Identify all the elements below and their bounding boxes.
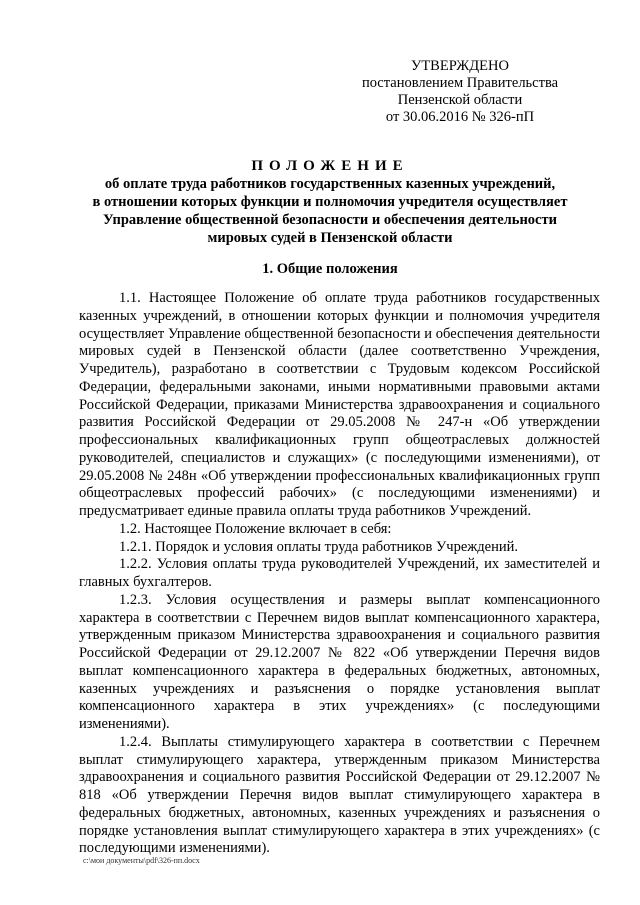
- approval-stamp: [360, 58, 560, 126]
- paragraph-1-2-2: 1.2.2. Условия оплаты труда руководителей Учреждений, их заместителей и главных бухгалтеров.: [79, 556, 600, 590]
- paragraph-1-2: 1.2. Настоящее Положение включает в себя:: [119, 520, 392, 537]
- approval-authority: постановлением Правительства: [361, 75, 559, 91]
- approval-title: УТВЕРЖДЕНО: [411, 58, 509, 74]
- paragraph-1-2-4: 1.2.4. Выплаты стимулирующего характера в соответствии с Перечнем выплат стимулирующего характера, утвержденным приказом Министерства здравоохранения и социального развития Российской Федерации от 29.12.2007 № 818 «Об утверждении Перечня видов выплат стимулирующего характера в федеральных бюджетных, автономных, казенных учреждениях и разъяснения о порядке установления выплат стимулирующего характера в этих учреждениях» (с последующими изменениями).: [79, 733, 600, 857]
- document-title-line-2: в отношении которых функции и полномочия учредителя осуществляет: [92, 194, 568, 210]
- document-title-main: ПОЛОЖЕНИЕ: [251, 158, 409, 174]
- document-title: [60, 157, 600, 247]
- footer-file-path: c:\мои документы\pdf\326-пп.docx: [83, 856, 200, 865]
- document-title-line-4: мировых судей в Пензенской области: [207, 230, 453, 246]
- approval-region: Пензенской области: [397, 92, 523, 108]
- paragraph-1-2-3: 1.2.3. Условия осуществления и размеры выплат компенсационного характера в соответствии с Перечнем видов выплат компенсационного характера, утвержденным приказом Министерства здравоохранения и социального развития Российской Федерации от 29.12.2007 № 822 «Об утверждении Перечня видов выплат компенсационного характера в федеральных бюджетных, автономных, казенных учреждениях и разъяснения о порядке установления выплат компенсационного характера в этих учреждениях» (с последующими изменениями).: [79, 591, 600, 732]
- paragraph-1-1: 1.1. Настоящее Положение об оплате труда работников государственных казенных учреждений, в отношении которых функции и полномочия учредителя осуществляет Управление общественной безопасности и обеспечения деятельности мировых судей в Пензенской области (далее соответственно Учреждения, Учредитель), разработано в соответствии с Трудовым кодексом Российской Федерации, федеральными законами, иными нормативными правовыми актами Российской Федерации, приказами Министерства здравоохранения и социального развития Российской Федерации от 29.05.2008 № 247-н «Об утверждении профессиональных квалификационных групп общеотраслевых должностей руководителей, специалистов и служащих» (с последующими изменениями), от 29.05.2008 № 248н «Об утверждении профессиональных квалификационных групп общеотраслевых профессий рабочих» (с последующими изменениями) и предусматривает единые правила оплаты труда работников Учреждений.: [79, 290, 600, 519]
- document-body: [79, 290, 600, 858]
- section-heading: 1. Общие положения: [262, 261, 398, 277]
- document-title-line-3: Управление общественной безопасности и обеспечения деятельности: [103, 212, 557, 228]
- document-title-line-1: об оплате труда работников государственных казенных учреждений,: [104, 176, 556, 192]
- approval-date-number: от 30.06.2016 № 326-пП: [385, 109, 535, 125]
- paragraph-1-2-1: 1.2.1. Порядок и условия оплаты труда работников Учреждений.: [119, 538, 518, 555]
